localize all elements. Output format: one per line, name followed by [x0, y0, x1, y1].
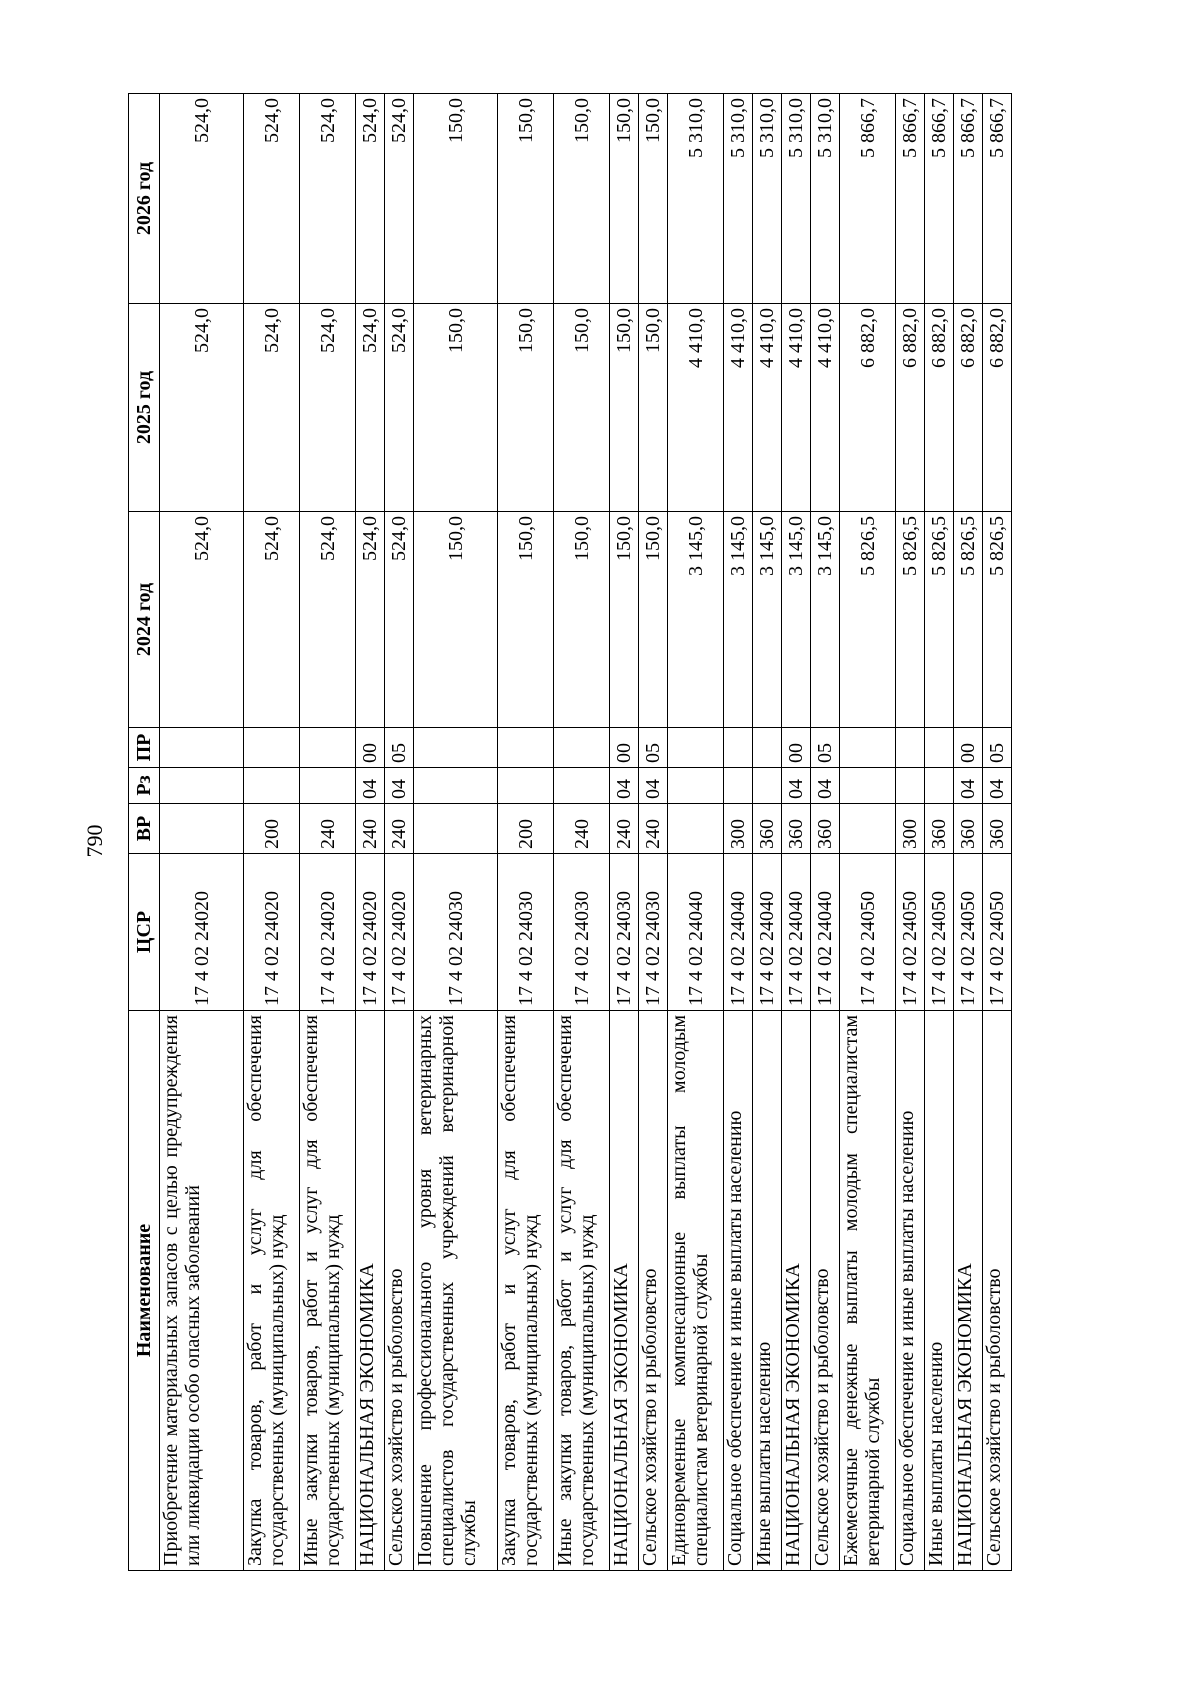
cell-2026: 5 310,0 — [782, 94, 811, 304]
cell-rz — [896, 768, 925, 804]
cell-name: Иные выплаты населению — [753, 1011, 782, 1571]
cell-2026: 5 310,0 — [811, 94, 840, 304]
cell-vr: 360 — [954, 804, 983, 854]
cell-rz: 04 — [983, 768, 1012, 804]
cell-2025: 4 410,0 — [753, 304, 782, 512]
cell-2024: 150,0 — [414, 512, 498, 728]
cell-name: Социальное обеспечение и иные выплаты населению — [724, 1011, 753, 1571]
cell-pr — [414, 728, 498, 768]
cell-csr: 17 4 02 24030 — [610, 854, 639, 1011]
page-number: 790 — [82, 824, 107, 858]
cell-2024: 150,0 — [610, 512, 639, 728]
cell-rz — [925, 768, 954, 804]
header-2025: 2025 год — [129, 304, 160, 512]
header-2024: 2024 год — [129, 512, 160, 728]
cell-pr — [160, 728, 244, 768]
cell-2024: 5 826,5 — [840, 512, 896, 728]
cell-vr: 360 — [753, 804, 782, 854]
cell-pr — [300, 728, 356, 768]
cell-2024: 3 145,0 — [668, 512, 724, 728]
table-row — [811, 94, 840, 1571]
table-row — [160, 94, 244, 1571]
table-row — [954, 94, 983, 1571]
cell-name: Сельское хозяйство и рыболовство — [639, 1011, 668, 1571]
table-row — [983, 94, 1012, 1571]
cell-2024: 150,0 — [498, 512, 554, 728]
cell-2026: 524,0 — [244, 94, 300, 304]
cell-csr: 17 4 02 24030 — [498, 854, 554, 1011]
cell-vr: 240 — [639, 804, 668, 854]
cell-name: Приобретение материальных запасов с целью предупреждения или ликвидации особо опасных заболеваний — [160, 1011, 244, 1571]
table-row — [244, 94, 300, 1571]
cell-vr: 360 — [811, 804, 840, 854]
cell-csr: 17 4 02 24040 — [724, 854, 753, 1011]
cell-2025: 4 410,0 — [811, 304, 840, 512]
cell-csr: 17 4 02 24040 — [668, 854, 724, 1011]
cell-csr: 17 4 02 24030 — [554, 854, 610, 1011]
cell-name: Иные закупки товаров, работ и услуг для обеспечения государственных (муниципальных) нужд — [554, 1011, 610, 1571]
table-row — [356, 94, 385, 1571]
cell-2025: 6 882,0 — [925, 304, 954, 512]
cell-2024: 5 826,5 — [983, 512, 1012, 728]
cell-csr: 17 4 02 24020 — [356, 854, 385, 1011]
table-row — [925, 94, 954, 1571]
cell-2024: 5 826,5 — [896, 512, 925, 728]
cell-vr: 200 — [244, 804, 300, 854]
cell-rz — [668, 768, 724, 804]
table-row — [782, 94, 811, 1571]
cell-2025: 524,0 — [385, 304, 414, 512]
cell-rz — [724, 768, 753, 804]
cell-csr: 17 4 02 24050 — [954, 854, 983, 1011]
cell-2026: 150,0 — [498, 94, 554, 304]
cell-name: Иные закупки товаров, работ и услуг для обеспечения государственных (муниципальных) нужд — [300, 1011, 356, 1571]
cell-2026: 524,0 — [385, 94, 414, 304]
cell-csr: 17 4 02 24050 — [925, 854, 954, 1011]
cell-2026: 5 866,7 — [840, 94, 896, 304]
header-pr: ПР — [129, 728, 160, 768]
cell-name: Сельское хозяйство и рыболовство — [811, 1011, 840, 1571]
cell-2025: 150,0 — [414, 304, 498, 512]
cell-pr — [554, 728, 610, 768]
cell-2025: 4 410,0 — [668, 304, 724, 512]
cell-pr: 05 — [385, 728, 414, 768]
cell-vr: 240 — [300, 804, 356, 854]
cell-rz — [753, 768, 782, 804]
cell-vr — [840, 804, 896, 854]
table-row — [300, 94, 356, 1571]
cell-vr — [414, 804, 498, 854]
cell-rz: 04 — [639, 768, 668, 804]
header-name: Наименование — [129, 1011, 160, 1571]
cell-2025: 524,0 — [244, 304, 300, 512]
cell-rz — [244, 768, 300, 804]
table-row — [896, 94, 925, 1571]
cell-2024: 524,0 — [160, 512, 244, 728]
cell-2025: 6 882,0 — [983, 304, 1012, 512]
table-row — [610, 94, 639, 1571]
cell-pr — [840, 728, 896, 768]
cell-2026: 5 310,0 — [753, 94, 782, 304]
cell-csr: 17 4 02 24050 — [896, 854, 925, 1011]
cell-name: Иные выплаты населению — [925, 1011, 954, 1571]
cell-csr: 17 4 02 24030 — [639, 854, 668, 1011]
cell-2026: 150,0 — [610, 94, 639, 304]
cell-rz: 04 — [356, 768, 385, 804]
cell-pr: 05 — [811, 728, 840, 768]
cell-vr — [160, 804, 244, 854]
cell-csr: 17 4 02 24040 — [811, 854, 840, 1011]
cell-name: Социальное обеспечение и иные выплаты населению — [896, 1011, 925, 1571]
cell-2026: 5 866,7 — [954, 94, 983, 304]
cell-2026: 5 866,7 — [896, 94, 925, 304]
cell-pr — [498, 728, 554, 768]
cell-2026: 5 866,7 — [925, 94, 954, 304]
table-row — [414, 94, 498, 1571]
table-body — [160, 94, 1012, 1571]
cell-pr: 00 — [782, 728, 811, 768]
cell-2026: 150,0 — [639, 94, 668, 304]
cell-name: Закупка товаров, работ и услуг для обеспечения государственных (муниципальных) нужд — [244, 1011, 300, 1571]
cell-vr: 360 — [983, 804, 1012, 854]
table-row — [668, 94, 724, 1571]
header-2026: 2026 год — [129, 94, 160, 304]
cell-vr: 240 — [610, 804, 639, 854]
cell-csr: 17 4 02 24030 — [414, 854, 498, 1011]
cell-vr: 360 — [925, 804, 954, 854]
cell-2025: 4 410,0 — [782, 304, 811, 512]
table-header-row — [129, 94, 160, 1571]
cell-2025: 6 882,0 — [896, 304, 925, 512]
cell-rz: 04 — [811, 768, 840, 804]
cell-pr — [896, 728, 925, 768]
cell-rz — [160, 768, 244, 804]
cell-rz — [300, 768, 356, 804]
cell-csr: 17 4 02 24020 — [244, 854, 300, 1011]
cell-name: НАЦИОНАЛЬНАЯ ЭКОНОМИКА — [356, 1011, 385, 1571]
cell-pr — [244, 728, 300, 768]
cell-csr: 17 4 02 24020 — [160, 854, 244, 1011]
cell-2026: 150,0 — [554, 94, 610, 304]
cell-2025: 4 410,0 — [724, 304, 753, 512]
header-csr: ЦСР — [129, 854, 160, 1011]
cell-csr: 17 4 02 24020 — [385, 854, 414, 1011]
cell-2026: 524,0 — [300, 94, 356, 304]
cell-pr: 00 — [356, 728, 385, 768]
cell-2025: 524,0 — [300, 304, 356, 512]
cell-rz — [554, 768, 610, 804]
cell-2024: 150,0 — [639, 512, 668, 728]
table-row — [753, 94, 782, 1571]
cell-2024: 524,0 — [300, 512, 356, 728]
header-rz: Рз — [129, 768, 160, 804]
cell-pr: 05 — [983, 728, 1012, 768]
cell-rz — [498, 768, 554, 804]
cell-csr: 17 4 02 24050 — [840, 854, 896, 1011]
cell-rz: 04 — [782, 768, 811, 804]
cell-2025: 150,0 — [610, 304, 639, 512]
cell-2026: 5 310,0 — [668, 94, 724, 304]
cell-2026: 524,0 — [356, 94, 385, 304]
table-row — [724, 94, 753, 1571]
cell-2025: 6 882,0 — [954, 304, 983, 512]
cell-pr: 00 — [610, 728, 639, 768]
cell-rz — [840, 768, 896, 804]
table-row — [498, 94, 554, 1571]
cell-2025: 150,0 — [554, 304, 610, 512]
header-vr: ВР — [129, 804, 160, 854]
budget-table — [128, 93, 1012, 1571]
cell-2024: 150,0 — [554, 512, 610, 728]
cell-name: НАЦИОНАЛЬНАЯ ЭКОНОМИКА — [610, 1011, 639, 1571]
cell-2024: 3 145,0 — [782, 512, 811, 728]
cell-csr: 17 4 02 24020 — [300, 854, 356, 1011]
cell-name: Закупка товаров, работ и услуг для обеспечения государственных (муниципальных) нужд — [498, 1011, 554, 1571]
cell-rz: 04 — [385, 768, 414, 804]
table-row — [385, 94, 414, 1571]
cell-vr — [668, 804, 724, 854]
cell-vr: 200 — [498, 804, 554, 854]
cell-csr: 17 4 02 24040 — [753, 854, 782, 1011]
cell-pr — [753, 728, 782, 768]
cell-name: Сельское хозяйство и рыболовство — [983, 1011, 1012, 1571]
budget-table-container — [128, 94, 1008, 1571]
cell-2024: 524,0 — [356, 512, 385, 728]
table-row — [840, 94, 896, 1571]
cell-pr — [668, 728, 724, 768]
table-row — [554, 94, 610, 1571]
cell-csr: 17 4 02 24040 — [782, 854, 811, 1011]
cell-rz: 04 — [954, 768, 983, 804]
cell-2024: 524,0 — [385, 512, 414, 728]
table-row — [639, 94, 668, 1571]
cell-2024: 3 145,0 — [753, 512, 782, 728]
cell-2024: 524,0 — [244, 512, 300, 728]
cell-2025: 6 882,0 — [840, 304, 896, 512]
cell-pr — [925, 728, 954, 768]
cell-rz — [414, 768, 498, 804]
cell-2026: 524,0 — [160, 94, 244, 304]
cell-name: НАЦИОНАЛЬНАЯ ЭКОНОМИКА — [782, 1011, 811, 1571]
cell-vr: 240 — [356, 804, 385, 854]
cell-2024: 3 145,0 — [811, 512, 840, 728]
cell-name: Единовременные компенсационные выплаты молодым специалистам ветеринарной службы — [668, 1011, 724, 1571]
cell-2026: 5 310,0 — [724, 94, 753, 304]
cell-2025: 150,0 — [498, 304, 554, 512]
cell-rz: 04 — [610, 768, 639, 804]
cell-2024: 5 826,5 — [954, 512, 983, 728]
cell-2024: 3 145,0 — [724, 512, 753, 728]
cell-2025: 524,0 — [356, 304, 385, 512]
cell-vr: 240 — [554, 804, 610, 854]
cell-2026: 5 866,7 — [983, 94, 1012, 304]
cell-vr: 360 — [782, 804, 811, 854]
cell-csr: 17 4 02 24050 — [983, 854, 1012, 1011]
cell-pr — [724, 728, 753, 768]
cell-name: Сельское хозяйство и рыболовство — [385, 1011, 414, 1571]
cell-2024: 5 826,5 — [925, 512, 954, 728]
cell-pr: 00 — [954, 728, 983, 768]
cell-2025: 524,0 — [160, 304, 244, 512]
cell-vr: 240 — [385, 804, 414, 854]
cell-pr: 05 — [639, 728, 668, 768]
cell-2025: 150,0 — [639, 304, 668, 512]
cell-2026: 150,0 — [414, 94, 498, 304]
cell-name: Ежемесячные денежные выплаты молодым специалистам ветеринарной службы — [840, 1011, 896, 1571]
cell-vr: 300 — [896, 804, 925, 854]
cell-name: НАЦИОНАЛЬНАЯ ЭКОНОМИКА — [954, 1011, 983, 1571]
cell-vr: 300 — [724, 804, 753, 854]
cell-name: Повышение профессионального уровня ветеринарных специалистов государственных учреждений ветеринарной службы — [414, 1011, 498, 1571]
